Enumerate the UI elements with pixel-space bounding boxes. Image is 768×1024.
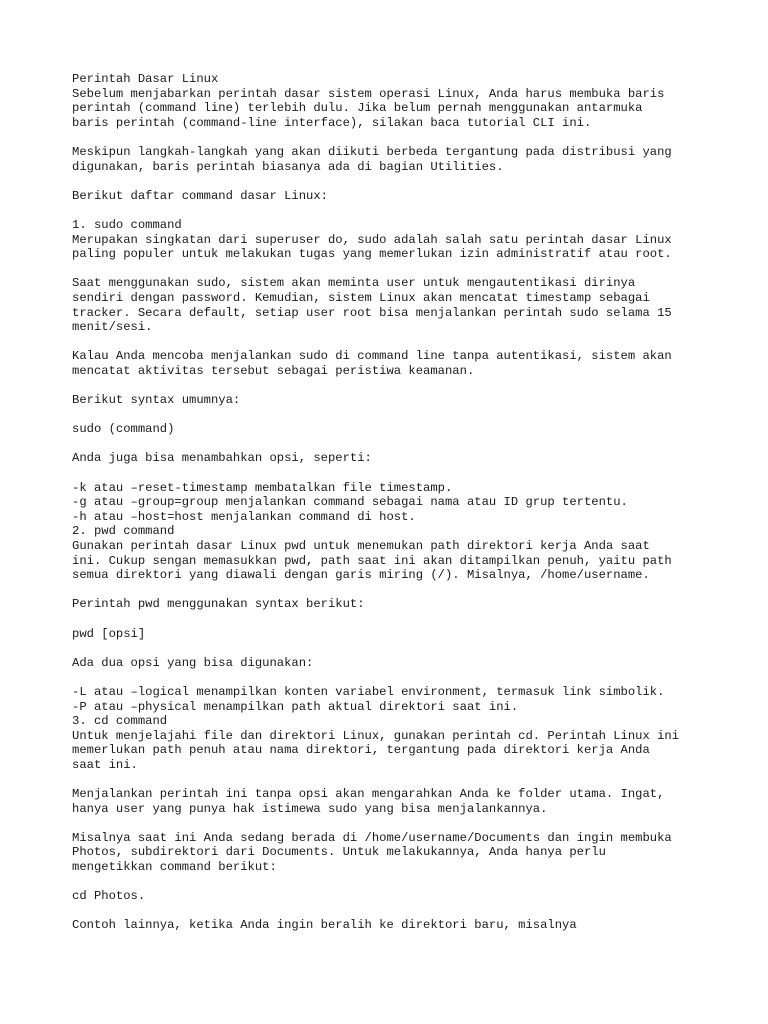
text-line: sudo (command) — [72, 422, 175, 437]
text-line: paling populer untuk melakukan tugas yang memerlukan izin administratif atau root. — [72, 247, 672, 262]
text-line: Gunakan perintah dasar Linux pwd untuk menemukan path direktori kerja Anda saat — [72, 539, 650, 553]
text-line: Anda juga bisa menambahkan opsi, seperti: — [72, 451, 372, 466]
text-line: baris perintah (command-line interface), silakan baca tutorial CLI ini. — [72, 115, 592, 130]
text-paragraph — [72, 72, 712, 130]
text-line: cd Photos. — [72, 889, 146, 904]
text-line: menit/sesi. — [72, 320, 153, 335]
text-paragraph — [72, 276, 712, 334]
text-line: mengetikkan command berikut: — [72, 860, 277, 875]
text-line: 2. pwd command — [72, 524, 175, 539]
text-line: Berikut daftar command dasar Linux: — [72, 188, 328, 203]
text-line: Perintah pwd menggunakan syntax berikut: — [72, 597, 365, 612]
text-paragraph — [72, 349, 712, 378]
text-line: Sebelum menjabarkan perintah dasar sistem operasi Linux, Anda harus membuka baris — [72, 86, 665, 101]
text-paragraph — [72, 481, 712, 583]
text-paragraph — [72, 393, 712, 408]
text-line: 3. cd command — [72, 714, 168, 729]
text-line: tracker. Secara default, setiap user root bisa menjalankan perintah sudo selama 15 — [72, 305, 672, 320]
document-page — [72, 72, 712, 948]
text-paragraph — [72, 685, 712, 773]
text-line: 1. sudo command — [72, 217, 182, 232]
text-paragraph — [72, 787, 712, 816]
text-paragraph — [72, 656, 712, 671]
text-paragraph — [72, 218, 712, 262]
text-line: mencatat aktivitas tersebut sebagai peristiwa keamanan. — [72, 363, 475, 378]
text-line: Saat menggunakan sudo, sistem akan meminta user untuk mengautentikasi dirinya — [72, 276, 636, 291]
text-line: Photos, subdirektori dari Documents. Untuk melakukannya, Anda hanya perlu — [72, 845, 606, 860]
text-line: memerlukan path penuh atau nama direktori, tergantung pada direktori kerja Anda — [72, 743, 650, 758]
text-paragraph — [72, 918, 712, 933]
text-line: -k atau –reset-timestamp membatalkan file timestamp. — [72, 480, 453, 495]
text-line: -g atau –group=group menjalankan command sebagai nama atau ID grup tertentu. — [72, 495, 628, 510]
text-line: Contoh lainnya, ketika Anda ingin beralih ke direktori baru, misalnya — [72, 918, 577, 933]
text-paragraph — [72, 189, 712, 204]
text-paragraph — [72, 145, 712, 174]
text-paragraph — [72, 889, 712, 904]
text-paragraph — [72, 597, 712, 612]
text-line: saat ini. — [72, 757, 138, 772]
text-line: Berikut syntax umumnya: — [72, 393, 241, 408]
text-paragraph — [72, 627, 712, 642]
text-line: hanya user yang punya hak istimewa sudo yang bisa menjalankannya. — [72, 801, 548, 816]
text-line: perintah (command line) terlebih dulu. Jika belum pernah menggunakan antarmuka — [72, 101, 643, 116]
text-line: -P atau –physical menampilkan path aktual direktori saat ini. — [72, 699, 519, 714]
text-line: Merupakan singkatan dari superuser do, sudo adalah salah satu perintah dasar Linux — [72, 232, 672, 247]
text-paragraph — [72, 451, 712, 466]
text-paragraph — [72, 422, 712, 437]
text-line: pwd [opsi] — [72, 626, 146, 641]
text-line: Menjalankan perintah ini tanpa opsi akan mengarahkan Anda ke folder utama. Ingat, — [72, 787, 665, 802]
text-paragraph — [72, 831, 712, 875]
text-line: Meskipun langkah-langkah yang akan diikuti berbeda tergantung pada distribusi yang — [72, 144, 672, 159]
text-line: sendiri dengan password. Kemudian, sistem Linux akan mencatat timestamp sebagai — [72, 290, 650, 305]
text-line: -h atau –host=host menjalankan command di host. — [72, 509, 416, 524]
text-line: -L atau –logical menampilkan konten variabel environment, termasuk link simbolik. — [72, 684, 665, 699]
text-line: Misalnya saat ini Anda sedang berada di /home/username/Documents dan ingin membuka — [72, 830, 672, 845]
text-line: Perintah Dasar Linux — [72, 72, 219, 86]
text-line: digunakan, baris perintah biasanya ada di bagian Utilities. — [72, 159, 504, 174]
text-line: Ada dua opsi yang bisa digunakan: — [72, 655, 314, 670]
text-line: Kalau Anda mencoba menjalankan sudo di command line tanpa autentikasi, sistem akan — [72, 349, 672, 364]
text-line: semua direktori yang diawali dengan garis miring (/). Misalnya, /home/username. — [72, 568, 650, 583]
text-line: ini. Cukup sengan memasukkan pwd, path saat ini akan ditampilkan penuh, yaitu path — [72, 553, 672, 568]
text-line: Untuk menjelajahi file dan direktori Linux, gunakan perintah cd. Perintah Linux ini — [72, 728, 680, 743]
